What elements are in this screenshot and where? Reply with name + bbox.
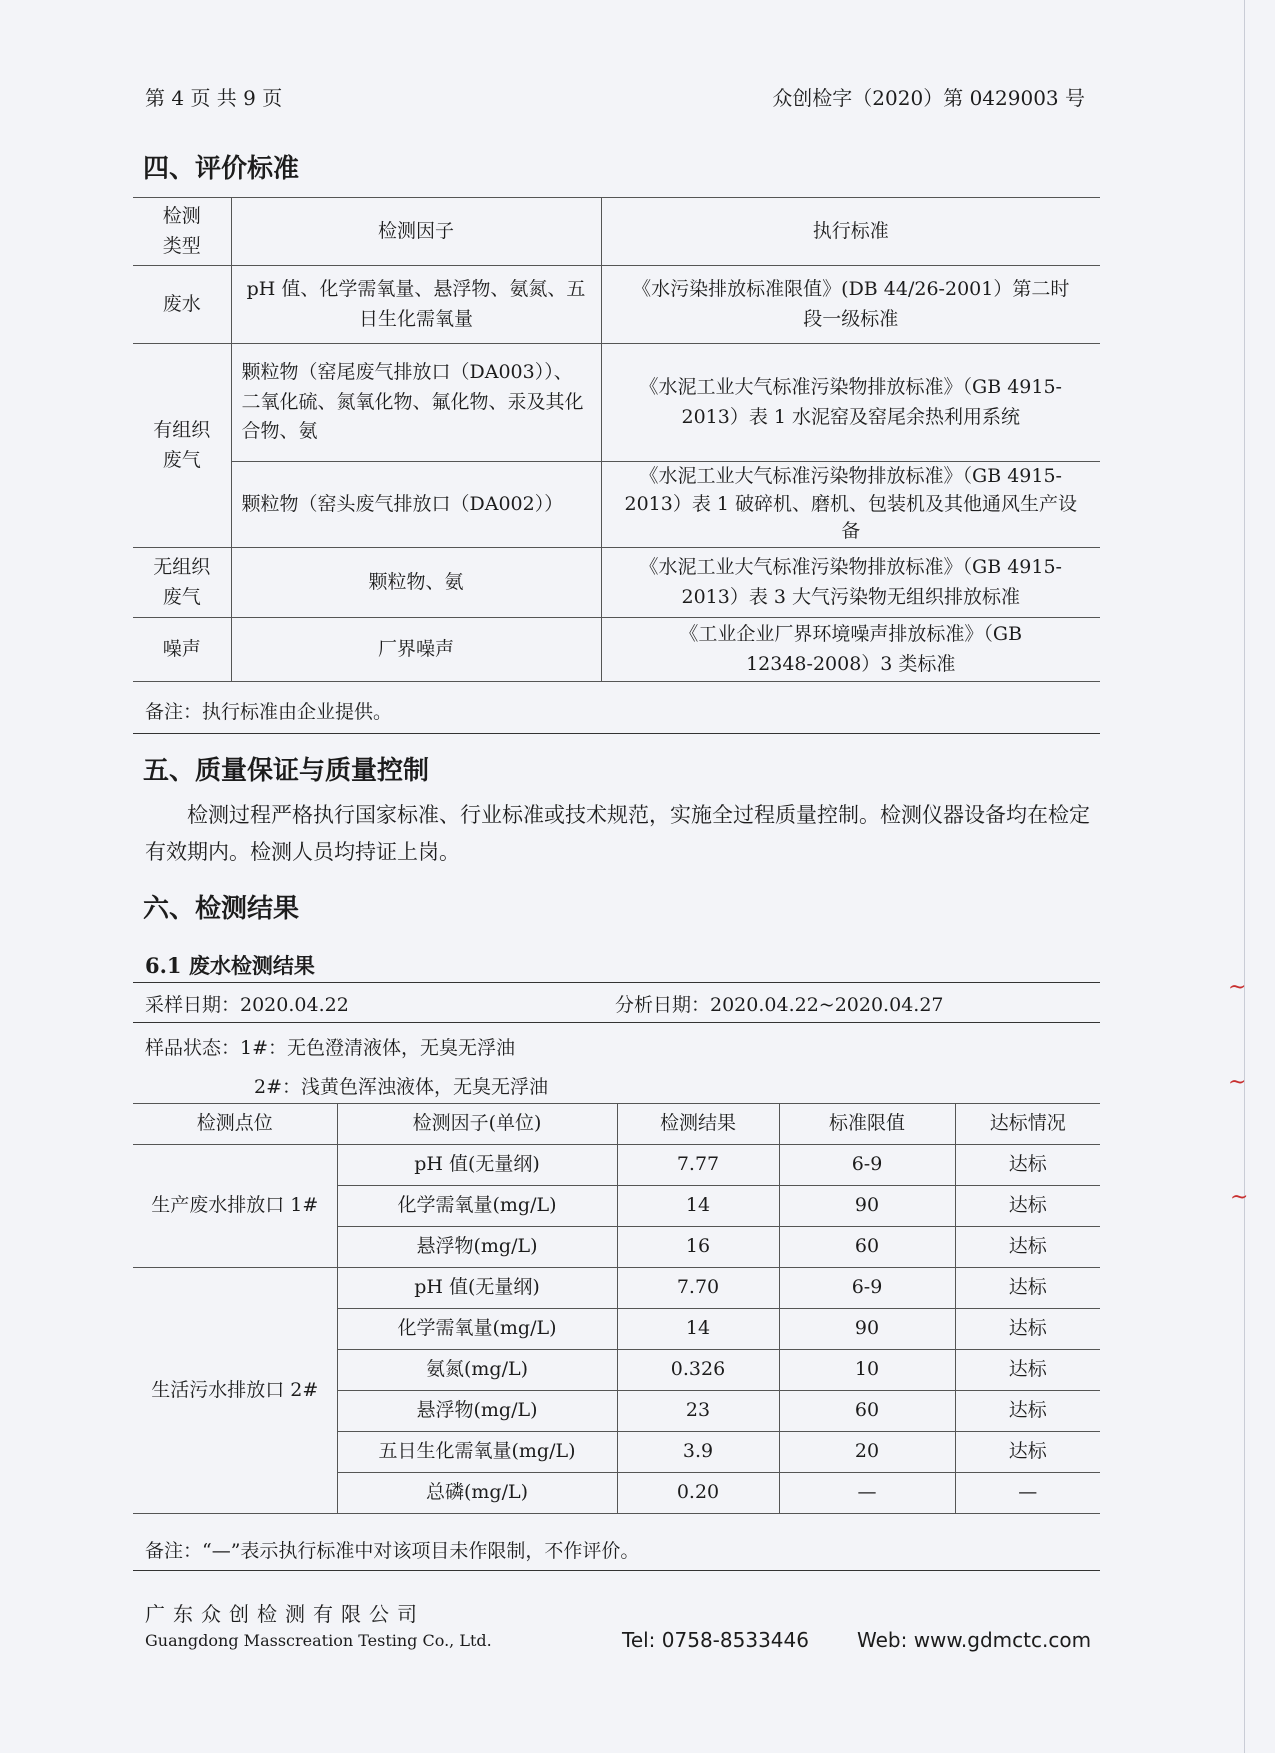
wastewater-results-table [133,1103,1100,1514]
result-cell: 0.326 [617,1350,779,1391]
site-1-cell: 生产废水排放口 1# [133,1145,337,1268]
status-cell: 达标 [955,1391,1100,1432]
company-tel: Tel: 0758-8533446 [622,1628,809,1652]
results-note: 备注：“—”表示执行标准中对该项目未作限制，不作评价。 [145,1540,640,1562]
quality-paragraph: 检测过程严格执行国家标准、行业标准或技术规范，实施全过程质量控制。检测仪器设备均在检定有效期内。检测人员均持证上岗。 [145,803,1090,864]
standards-row-noise [133,618,1100,682]
page-info: 第 4 页 共 9 页 [145,86,283,110]
results-note-rule [133,1570,1100,1571]
company-web: Web: www.gdmctc.com [857,1628,1092,1652]
limit-cell: 10 [779,1350,955,1391]
standard-organized-1: 《水泥工业大气标准污染物排放标准》（GB 4915-2013）表 1 水泥窑及窑尾余热利用系统 [601,344,1100,462]
header-type: 检测 类型 [133,198,231,266]
type-unorganized: 无组织 废气 [133,548,231,618]
factor-cell: pH 值(无量纲) [337,1145,617,1186]
results-header-site: 检测点位 [133,1104,337,1145]
standards-note: 备注：执行标准由企业提供。 [145,701,393,723]
result-cell: 23 [617,1391,779,1432]
results-header-status: 达标情况 [955,1104,1100,1145]
standards-row-organized-1 [133,344,1100,462]
standards-row-organized-2 [133,462,1100,548]
status-cell: 达标 [955,1227,1100,1268]
factor-organized-1: 颗粒物（窑尾废气排放口（DA003））、二氧化硫、氮氧化物、氟化物、汞及其化合物、氨 [231,344,601,462]
factor-organized-2: 颗粒物（窑头废气排放口（DA002）） [231,462,601,548]
factor-wastewater: pH 值、化学需氧量、悬浮物、氨氮、五日生化需氧量 [231,266,601,344]
paper-edge [1244,0,1245,1753]
standards-row-wastewater [133,266,1100,344]
standards-row-unorganized [133,548,1100,618]
status-cell: 达标 [955,1309,1100,1350]
factor-noise: 厂界噪声 [231,618,601,682]
type-organized: 有组织 废气 [133,344,231,548]
results-header-result: 检测结果 [617,1104,779,1145]
standards-header-row [133,198,1100,266]
standards-table [133,197,1100,682]
site-2-cell: 生活污水排放口 2# [133,1268,337,1514]
status-cell: 达标 [955,1350,1100,1391]
type-wastewater: 废水 [133,266,231,344]
status-cell: — [955,1473,1100,1514]
stamp-fragment: ~ [1230,1185,1249,1210]
result-cell: 0.20 [617,1473,779,1514]
limit-cell: 90 [779,1309,955,1350]
type-noise: 噪声 [133,618,231,682]
dates-top-rule [133,982,1100,983]
result-cell: 3.9 [617,1432,779,1473]
section6-title: 六、检测结果 [143,894,300,924]
limit-cell: 20 [779,1432,955,1473]
result-cell: 7.70 [617,1268,779,1309]
company-name-cn: 广东众创检测有限公司 [145,1602,425,1626]
table-row [133,1145,1100,1186]
limit-cell: 6-9 [779,1268,955,1309]
results-header-factor: 检测因子(单位) [337,1104,617,1145]
limit-cell: — [779,1473,955,1514]
stamp-fragment: ~ [1228,1070,1247,1095]
section4-title: 四、评价标准 [143,154,300,184]
result-cell: 14 [617,1186,779,1227]
result-cell: 14 [617,1309,779,1350]
standard-wastewater: 《水污染排放标准限值》(DB 44/26-2001）第二时段一级标准 [601,266,1100,344]
limit-cell: 60 [779,1227,955,1268]
stamp-fragment: ~ [1228,975,1247,1000]
result-cell: 16 [617,1227,779,1268]
status-cell: 达标 [955,1186,1100,1227]
factor-cell: 五日生化需氧量(mg/L) [337,1432,617,1473]
header-standard: 执行标准 [601,198,1100,266]
results-header-limit: 标准限值 [779,1104,955,1145]
limit-cell: 90 [779,1186,955,1227]
report-number: 众创检字（2020）第 0429003 号 [772,86,1085,110]
header-factor: 检测因子 [231,198,601,266]
status-cell: 达标 [955,1268,1100,1309]
factor-cell: 悬浮物(mg/L) [337,1391,617,1432]
analysis-date: 分析日期：2020.04.22~2020.04.27 [615,994,944,1016]
table-row [133,1268,1100,1309]
factor-cell: 化学需氧量(mg/L) [337,1186,617,1227]
section6-subtitle: 6.1 废水检测结果 [145,953,315,978]
standard-organized-2: 《水泥工业大气标准污染物排放标准》（GB 4915-2013）表 1 破碎机、磨机、包装机及其他通风生产设备 [601,462,1100,548]
sample-state-1: 样品状态：1#：无色澄清液体，无臭无浮油 [145,1037,516,1059]
status-cell: 达标 [955,1432,1100,1473]
results-header-row [133,1104,1100,1145]
factor-cell: 总磷(mg/L) [337,1473,617,1514]
standard-noise: 《工业企业厂界环境噪声排放标准》（GB 12348-2008）3 类标准 [601,618,1100,682]
sampling-date: 采样日期：2020.04.22 [145,994,349,1016]
note-rule [133,733,1100,734]
factor-cell: 氨氮(mg/L) [337,1350,617,1391]
factor-cell: 化学需氧量(mg/L) [337,1309,617,1350]
limit-cell: 6-9 [779,1145,955,1186]
company-name-en: Guangdong Masscreation Testing Co., Ltd. [145,1631,492,1650]
factor-cell: pH 值(无量纲) [337,1268,617,1309]
standard-unorganized: 《水泥工业大气标准污染物排放标准》（GB 4915-2013）表 3 大气污染物无组织排放标准 [601,548,1100,618]
section5-title: 五、质量保证与质量控制 [143,756,430,786]
result-cell: 7.77 [617,1145,779,1186]
factor-unorganized: 颗粒物、氨 [231,548,601,618]
status-cell: 达标 [955,1145,1100,1186]
factor-cell: 悬浮物(mg/L) [337,1227,617,1268]
sample-state-2: 2#：浅黄色浑浊液体，无臭无浮油 [254,1076,549,1098]
dates-bottom-rule [133,1022,1100,1023]
limit-cell: 60 [779,1391,955,1432]
